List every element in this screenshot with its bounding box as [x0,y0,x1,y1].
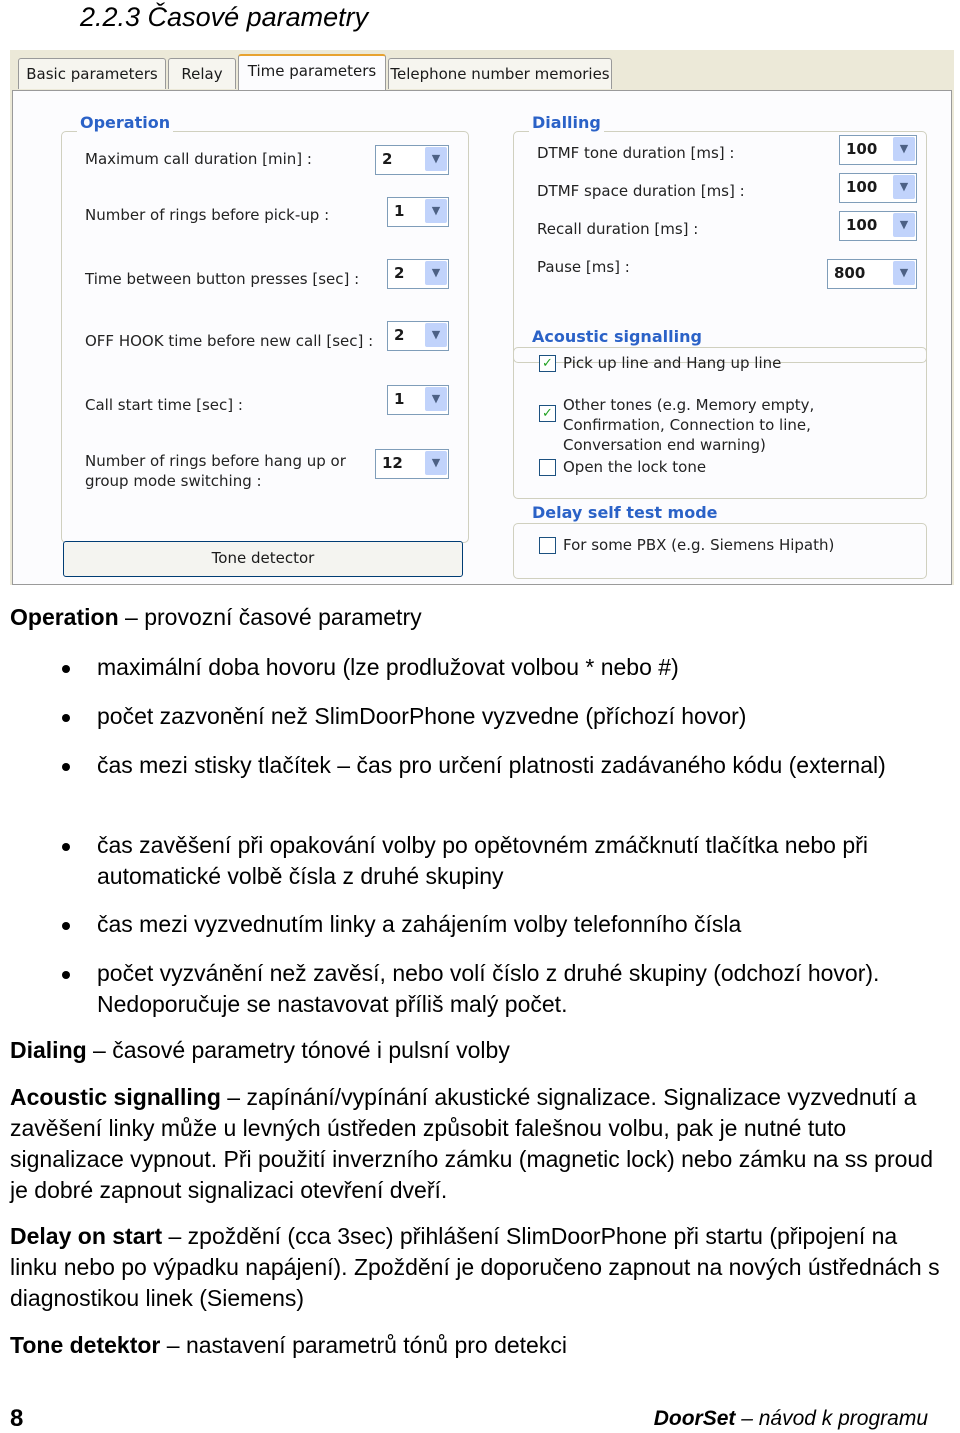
rings-before-pickup-label: Number of rings before pick-up : [85,206,330,224]
time-between-presses-value: 2 [394,264,405,282]
tone-detector-description: – nastavení parametrů tónů pro detekci [160,1332,567,1358]
tone-detector-button[interactable]: Tone detector [63,541,463,577]
pbx-delay-label: For some PBX (e.g. Siemens Hipath) [563,536,835,554]
chevron-down-icon[interactable]: ▼ [425,147,447,171]
dialing-term: Dialing [10,1037,87,1063]
list-item-text: maximální doba hovoru (lze prodlužovat volbou * nebo #) [97,654,679,680]
rings-before-hangup-select[interactable] [375,449,449,479]
chevron-down-icon[interactable]: ▼ [425,451,447,475]
list-item-text: čas zavěšení při opakování volby po opětovném zmáčknutí tlačítka nebo při automatické volbě čísla z druhé skupiny [97,832,868,889]
dialling-group-title: Dialling [529,113,604,132]
tab-relay[interactable]: Relay [168,58,236,89]
off-hook-time-value: 2 [394,326,405,344]
chevron-down-icon[interactable]: ▼ [425,199,447,223]
delay-paragraph [10,1221,950,1314]
operation-term: Operation [10,604,119,630]
tone-detector-term: Tone detektor [10,1332,161,1358]
rings-before-pickup-select[interactable] [387,197,449,227]
max-call-duration-label: Maximum call duration [min] : [85,150,312,168]
operation-group-title: Operation [77,113,173,132]
section-heading: 2.2.3 Časové parametry [80,2,369,32]
acoustic-description: – zapínání/vypínání akustické signalizace. Signalizace vyzvednutí a zavěšení linky může u levných ústředen způsobit falešnou volbu, pak je nutné tuto signalizace vypnout. Při použití inverzního zámku (magnetic lock) nebo zámku na ss proud je dobré zapnout signalizaci otevření dveří. [10,1084,934,1203]
dialing-paragraph [10,1035,950,1066]
time-parameters-panel [12,90,952,585]
chevron-down-icon[interactable]: ▼ [893,261,915,285]
pause-label: Pause [ms] : [537,258,630,276]
tone-detector-paragraph [10,1330,950,1361]
dtmf-space-duration-label: DTMF space duration [ms] : [537,182,745,200]
dtmf-tone-duration-select[interactable] [839,135,917,165]
list-item-text: počet zazvonění než SlimDoorPhone vyzvedne (příchozí hovor) [97,703,747,729]
dtmf-space-duration-value: 100 [846,178,878,196]
rings-before-hangup-label: Number of rings before hang up or group mode switching : [85,452,346,490]
chevron-down-icon[interactable]: ▼ [893,137,915,161]
call-start-time-value: 1 [394,390,405,408]
rings-before-pickup-value: 1 [394,202,405,220]
other-tones-checkbox[interactable]: ✓ [539,405,556,422]
bullet-icon [62,665,70,673]
bullet-icon [62,714,70,722]
bullet-icon [62,763,70,771]
pbx-delay-checkbox[interactable] [539,537,556,554]
acoustic-paragraph [10,1082,950,1206]
recall-duration-select[interactable] [839,211,917,241]
pickup-hangup-checkbox[interactable]: ✓ [539,355,556,372]
tab-basic-parameters[interactable]: Basic parameters [18,58,166,89]
list-item-text: počet vyzvánění než zavěsí, nebo volí číslo z druhé skupiny (odchozí hovor). Nedoporučuje se nastavovat příliš malý počet. [97,960,880,1017]
tab-bar [10,50,954,94]
footer-title [654,1407,928,1431]
acoustic-signalling-title: Acoustic signalling [529,327,705,346]
chevron-down-icon[interactable]: ▼ [893,213,915,237]
delay-description: – zpoždění (cca 3sec) přihlášení SlimDoorPhone při startu (připojení na linku nebo po výpadku napájení). Zpoždění je doporučeno zapnout na nových ústřednách s diagnostikou linek (Siemens) [10,1223,940,1311]
tab-telephone-number-memories[interactable]: Telephone number memories [388,58,612,89]
bullet-icon [62,971,70,979]
call-start-time-select[interactable] [387,385,449,415]
delay-term: Delay on start [10,1223,163,1249]
time-between-presses-select[interactable] [387,259,449,289]
max-call-duration-select[interactable] [375,145,449,175]
dtmf-tone-duration-value: 100 [846,140,878,158]
off-hook-time-label: OFF HOOK time before new call [sec] : [85,332,374,350]
pickup-hangup-label: Pick up line and Hang up line [563,354,782,372]
dtmf-space-duration-select[interactable] [839,173,917,203]
open-lock-tone-label: Open the lock tone [563,458,707,476]
operation-description: – provozní časové parametry [118,604,422,630]
tab-time-parameters[interactable]: Time parameters [238,54,386,92]
operation-paragraph [10,602,950,633]
pause-select[interactable] [827,259,917,289]
chevron-down-icon[interactable]: ▼ [893,175,915,199]
dialing-description: – časové parametry tónové i pulsní volby [86,1037,510,1063]
settings-screenshot [10,50,954,585]
footer-brand: DoorSet [653,1407,736,1430]
call-start-time-label: Call start time [sec] : [85,396,243,414]
off-hook-time-select[interactable] [387,321,449,351]
footer-title-rest: – návod k programu [735,1407,928,1430]
page-number: 8 [10,1405,24,1432]
other-tones-label: Other tones (e.g. Memory empty, Confirmation, Connection to line, Conversation end warning) [563,396,815,454]
open-lock-tone-checkbox[interactable] [539,459,556,476]
rings-before-hangup-value: 12 [382,454,403,472]
list-item-text: čas mezi stisky tlačítek – čas pro určení platnosti zadávaného kódu (external) [97,752,886,778]
bullet-icon [62,922,70,930]
recall-duration-label: Recall duration [ms] : [537,220,699,238]
dtmf-tone-duration-label: DTMF tone duration [ms] : [537,144,735,162]
list-item-text: čas mezi vyzvednutím linky a zahájením volby telefonního čísla [97,911,742,937]
delay-self-test-title: Delay self test mode [529,503,721,522]
max-call-duration-value: 2 [382,150,393,168]
chevron-down-icon[interactable]: ▼ [425,387,447,411]
pause-value: 800 [834,264,866,282]
bullet-icon [62,843,70,851]
acoustic-term: Acoustic signalling [10,1084,221,1110]
time-between-presses-label: Time between button presses [sec] : [85,270,360,288]
recall-duration-value: 100 [846,216,878,234]
chevron-down-icon[interactable]: ▼ [425,261,447,285]
chevron-down-icon[interactable]: ▼ [425,323,447,347]
